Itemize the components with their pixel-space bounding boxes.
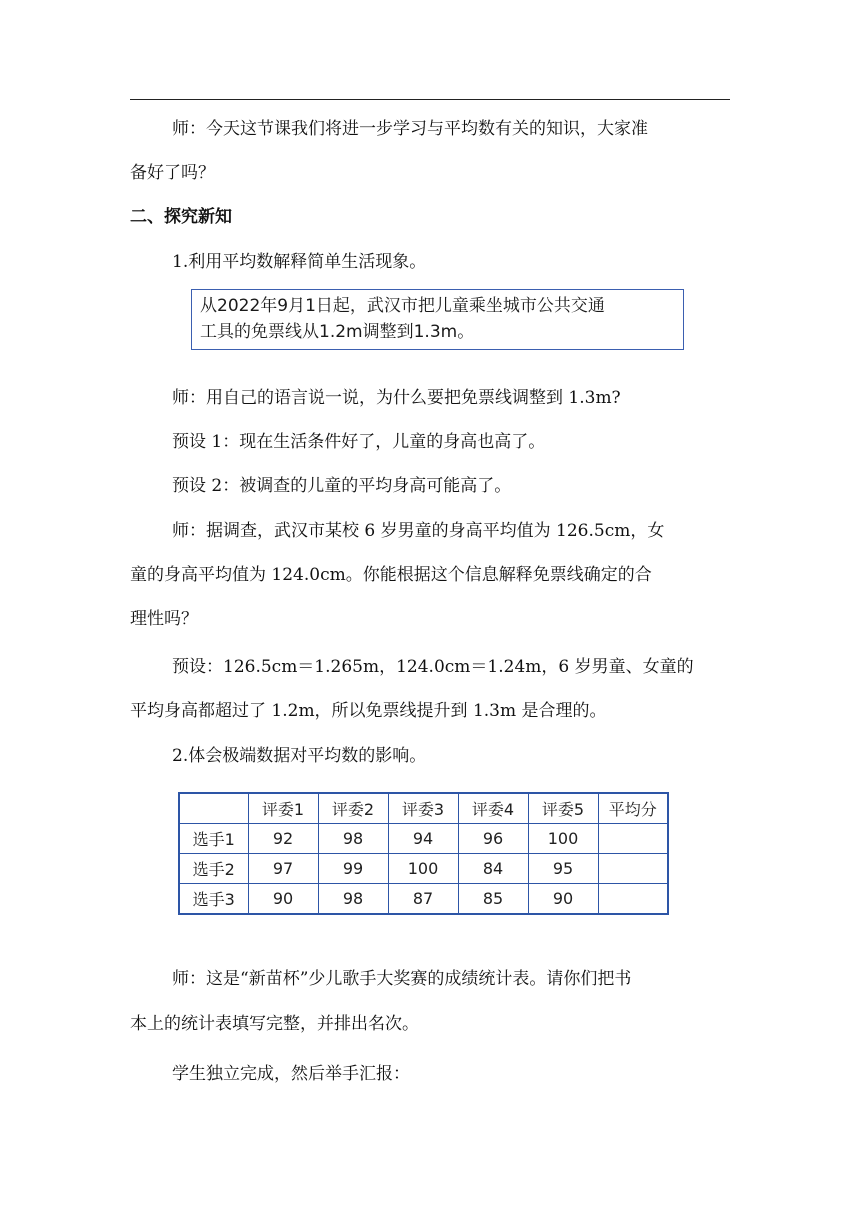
table-row bbox=[179, 824, 668, 854]
question-1: 师：用自己的语言说一说，为什么要把免票线调整到 1.3m? bbox=[172, 388, 621, 408]
question-2-line1: 师：据调查，武汉市某校 6 岁男童的身高平均值为 126.5cm，女 bbox=[172, 521, 665, 541]
table-header-cell: 评委4 bbox=[458, 793, 528, 824]
table-header-cell bbox=[179, 793, 248, 824]
table-cell: 90 bbox=[248, 884, 318, 915]
table-cell: 85 bbox=[458, 884, 528, 915]
table-cell: 选手3 bbox=[179, 884, 248, 915]
preset-3-line2: 平均身高都超过了 1.2m，所以免票线提升到 1.3m 是合理的。 bbox=[130, 701, 607, 721]
item-1-title: 1.利用平均数解释简单生活现象。 bbox=[172, 252, 427, 272]
preset-3-line1: 预设：126.5cm＝1.265m，124.0cm＝1.24m，6 岁男童、女童的 bbox=[172, 657, 694, 677]
teacher-intro-line2: 备好了吗？ bbox=[130, 163, 215, 183]
table-cell bbox=[598, 854, 668, 884]
table-cell: 98 bbox=[318, 824, 388, 854]
table-cell: 90 bbox=[528, 884, 598, 915]
table-cell bbox=[598, 824, 668, 854]
teacher-intro-line1: 师：今天这节课我们将进一步学习与平均数有关的知识，大家准 bbox=[172, 119, 648, 139]
question-3-line1: 师：这是“新苗杯”少儿歌手大奖赛的成绩统计表。请你们把书 bbox=[172, 969, 632, 989]
notice-line1: 从2022年9月1日起，武汉市把儿童乘坐城市公共交通 bbox=[200, 296, 605, 316]
table-header-cell: 评委5 bbox=[528, 793, 598, 824]
table-header-row bbox=[179, 793, 668, 824]
table-row bbox=[179, 884, 668, 915]
table-cell: 99 bbox=[318, 854, 388, 884]
table-cell: 87 bbox=[388, 884, 458, 915]
question-2-line3: 理性吗？ bbox=[130, 609, 198, 629]
table-header-cell: 评委1 bbox=[248, 793, 318, 824]
table-header-cell: 平均分 bbox=[598, 793, 668, 824]
table-cell: 92 bbox=[248, 824, 318, 854]
table-cell: 94 bbox=[388, 824, 458, 854]
notice-box bbox=[191, 289, 684, 350]
table-cell: 98 bbox=[318, 884, 388, 915]
preset-1: 预设 1：现在生活条件好了，儿童的身高也高了。 bbox=[172, 432, 546, 452]
question-2-line2: 童的身高平均值为 124.0cm。你能根据这个信息解释免票线确定的合 bbox=[130, 565, 652, 585]
table-cell: 100 bbox=[528, 824, 598, 854]
preset-2: 预设 2：被调查的儿童的平均身高可能高了。 bbox=[172, 476, 512, 496]
score-table bbox=[178, 792, 669, 915]
notice-line2: 工具的免票线从1.2m调整到1.3m。 bbox=[200, 322, 475, 342]
table-row bbox=[179, 854, 668, 884]
question-3-line2: 本上的统计表填写完整，并排出名次。 bbox=[130, 1014, 419, 1034]
header-rule bbox=[130, 99, 730, 100]
table-cell: 96 bbox=[458, 824, 528, 854]
table-cell bbox=[598, 884, 668, 915]
closing-line: 学生独立完成，然后举手汇报： bbox=[172, 1064, 410, 1084]
item-2-title: 2.体会极端数据对平均数的影响。 bbox=[172, 746, 427, 766]
table-cell: 84 bbox=[458, 854, 528, 884]
table-header-cell: 评委3 bbox=[388, 793, 458, 824]
table-cell: 95 bbox=[528, 854, 598, 884]
table-cell: 选手2 bbox=[179, 854, 248, 884]
table-cell: 选手1 bbox=[179, 824, 248, 854]
section-heading: 二、探究新知 bbox=[130, 207, 232, 227]
table-header-cell: 评委2 bbox=[318, 793, 388, 824]
table-cell: 100 bbox=[388, 854, 458, 884]
table-cell: 97 bbox=[248, 854, 318, 884]
